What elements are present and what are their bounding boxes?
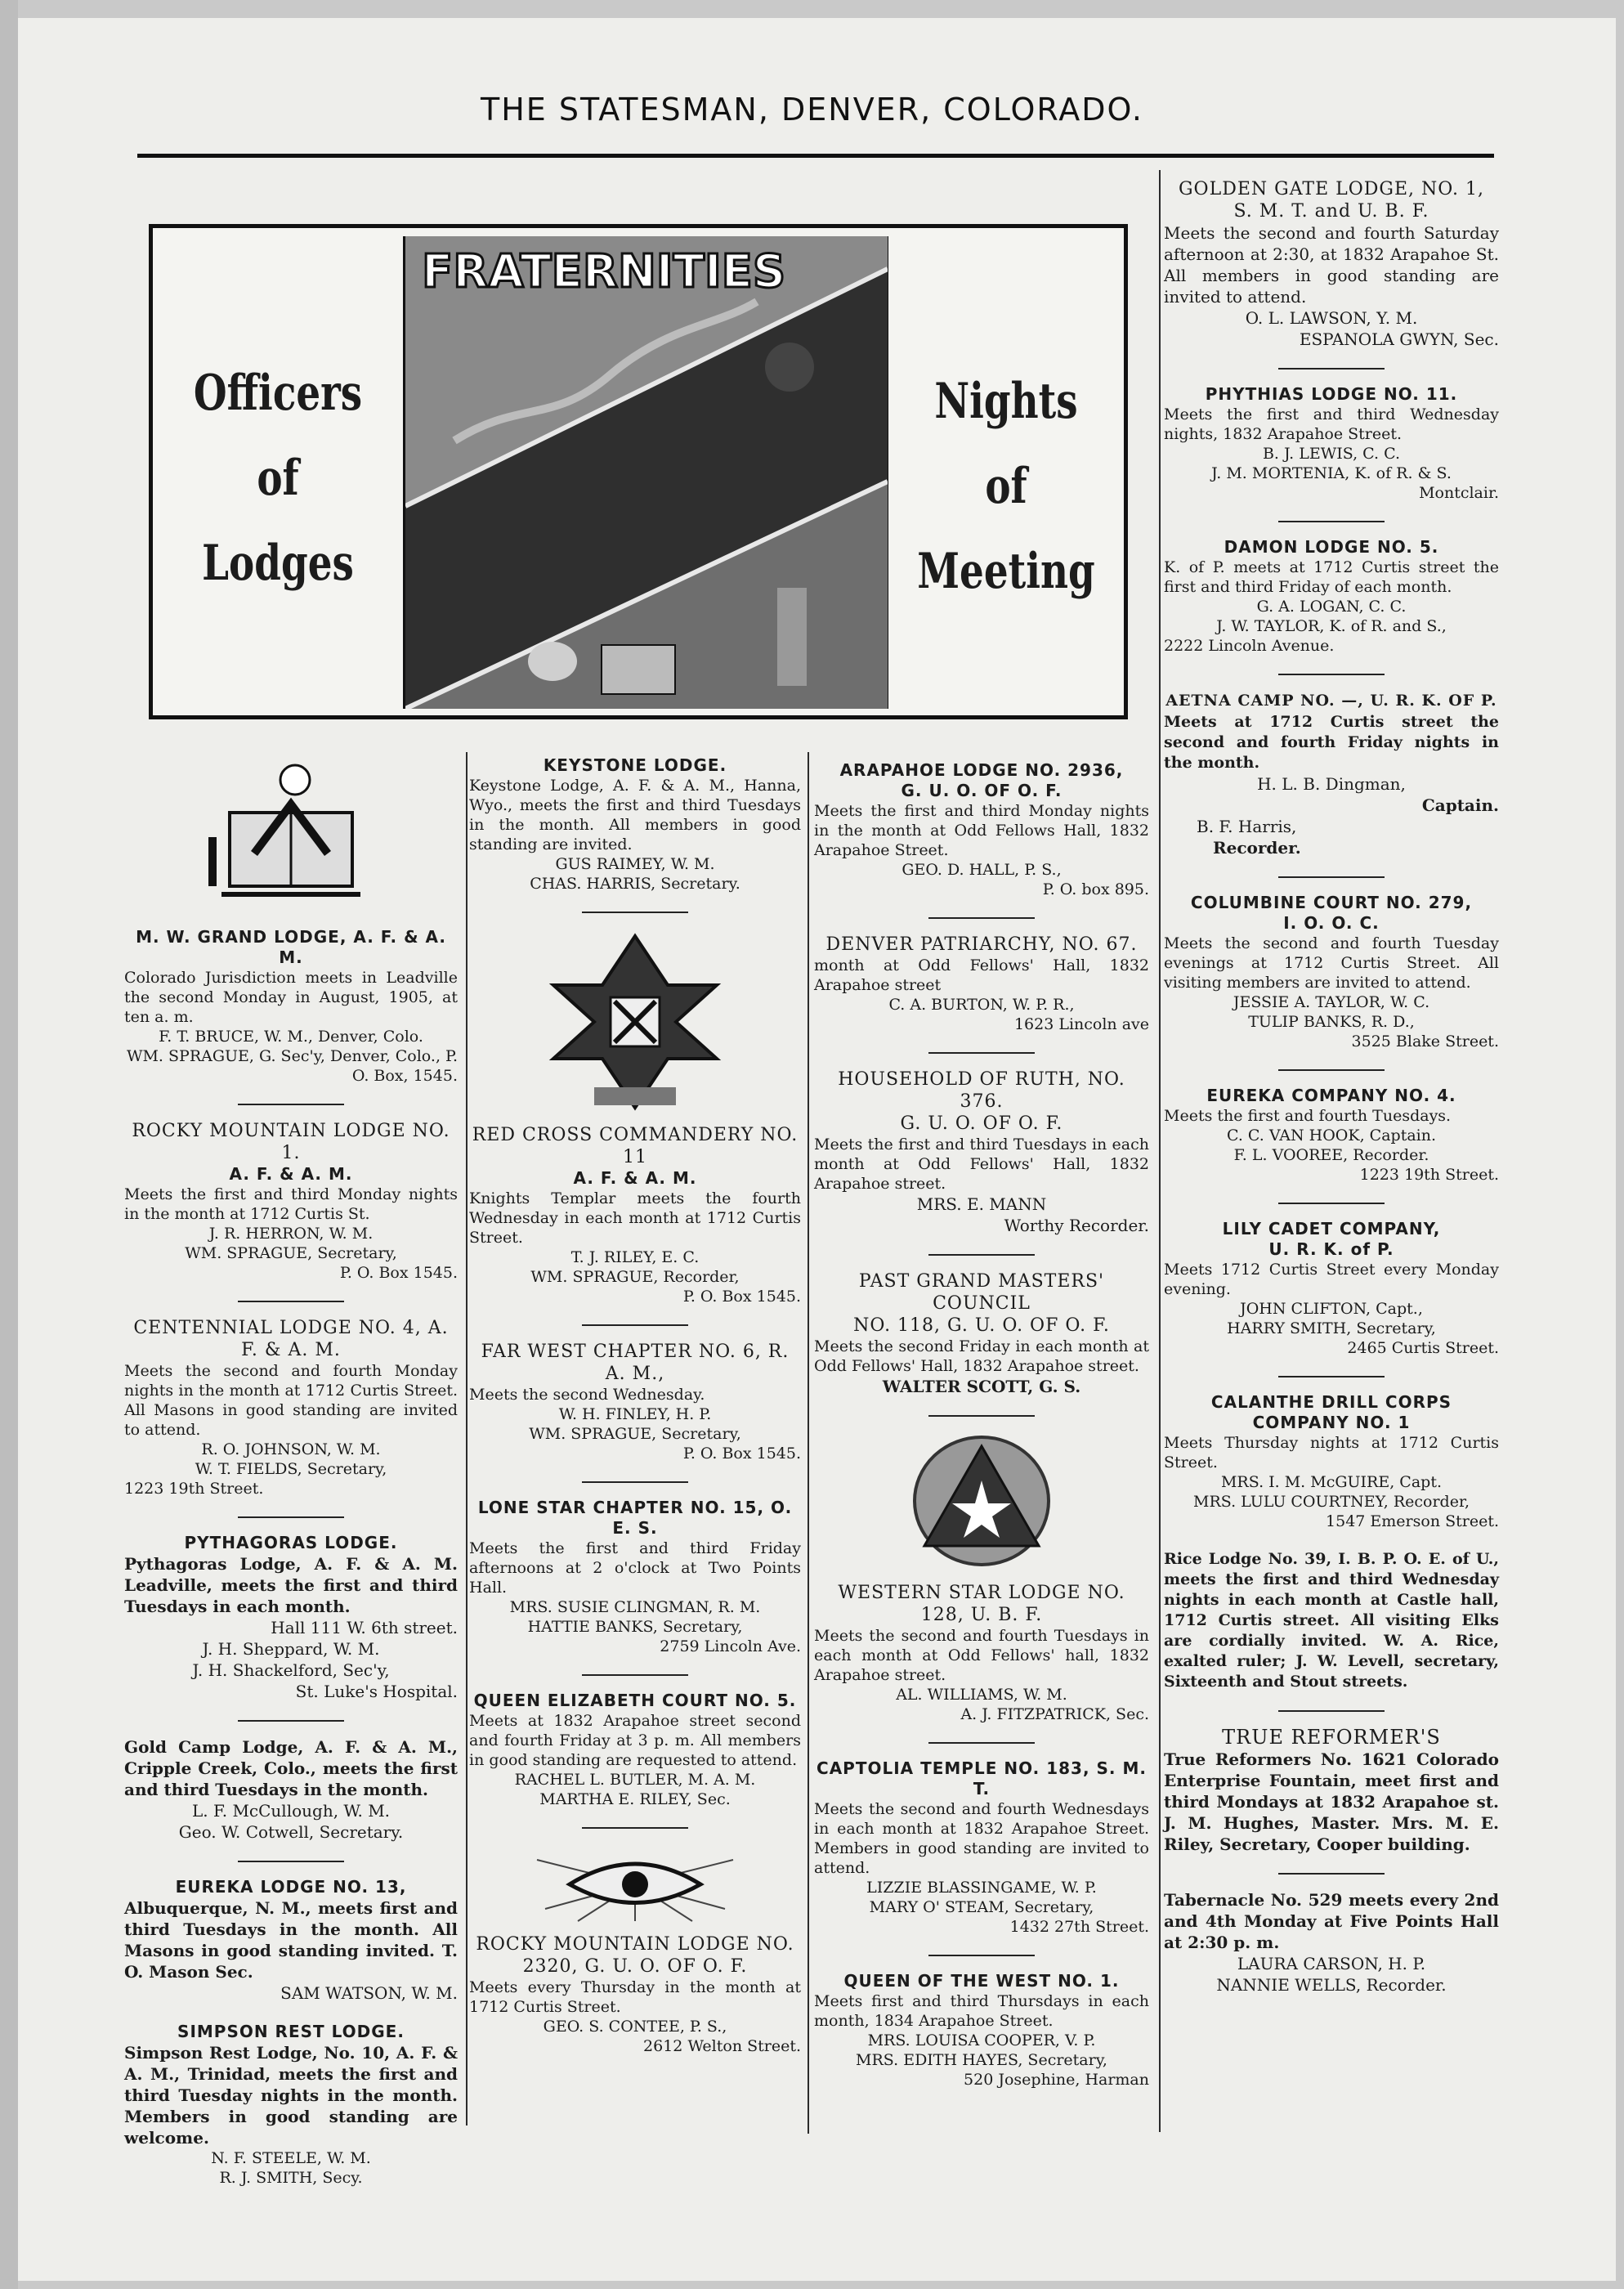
lodge-entry <box>124 1533 458 1702</box>
banner-right-line: of <box>985 458 1027 515</box>
lodge-officer: WM. SPRAGUE, G. Sec'y, Denver, Colo., P. O. Box, 1545. <box>126 1047 458 1085</box>
lodge-entry <box>814 1068 1149 1236</box>
lodge-officer: Captain. <box>1421 795 1499 815</box>
lodge-officer: AL. WILLIAMS, W. M. <box>896 1686 1067 1704</box>
separator-rule <box>1278 368 1385 370</box>
lodge-officer: 2759 Lincoln Ave. <box>660 1637 801 1655</box>
lodge-text: month at Odd Fellows' Hall, 1832 Arapahoe street <box>814 956 1149 994</box>
separator-rule <box>928 1052 1035 1054</box>
lodge-officer: C. A. BURTON, W. P. R., <box>888 996 1075 1014</box>
lodge-officer: GUS RAIMEY, W. M. <box>555 855 715 873</box>
lodge-text: Pythagoras Lodge, A. F. & A. M. Leadville, meets the first and third Tuesdays in each month. <box>124 1554 458 1616</box>
scan-edge <box>0 0 18 2289</box>
separator-rule <box>582 1481 688 1483</box>
lodge-officer: R. O. JOHNSON, W. M. <box>201 1440 381 1458</box>
column-3 <box>814 760 1149 2108</box>
lodge-heading: EUREKA LODGE NO. 13, <box>175 1877 407 1897</box>
lodge-officer: 1432 27th Street. <box>1009 1918 1149 1936</box>
lodge-entry <box>1164 1392 1499 1531</box>
lodge-text: Meets the first and fourth Tuesdays. <box>1164 1107 1452 1125</box>
column-rule <box>808 752 809 2134</box>
lodge-text: Albuquerque, N. M., meets first and third Tuesdays in the month. All Masons in good standing invited. T. O. Mason Sec. <box>124 1898 458 1982</box>
banner-right-panel <box>888 228 1124 715</box>
lodge-officer: N. F. STEELE, W. M. <box>211 2149 371 2167</box>
lodge-entry <box>814 1758 1149 1937</box>
lodge-subheading: S. M. T. and U. B. F. <box>1233 201 1429 222</box>
fraternities-banner <box>149 224 1128 719</box>
lodge-text: Gold Camp Lodge, A. F. & A. M., Cripple Creek, Colo., meets the first and third Tuesdays in the month. <box>124 1737 458 1799</box>
lodge-text: Meets the first and third Monday nights in the month at 1712 Curtis St. <box>124 1185 458 1223</box>
separator-rule <box>928 917 1035 919</box>
separator-rule <box>1278 1710 1385 1712</box>
lodge-officer: TULIP BANKS, R. D., <box>1248 1013 1415 1031</box>
lodge-entry <box>469 755 801 894</box>
lodge-officer: 3525 Blake Street. <box>1351 1033 1499 1050</box>
lodge-heading: LONE STAR CHAPTER NO. 15, O. E. S. <box>477 1498 793 1538</box>
lodge-text: Meets every Thursday in the month at 1712 Curtis Street. <box>469 1978 801 2016</box>
lodge-heading: CAPTOLIA TEMPLE NO. 183, S. M. T. <box>816 1758 1147 1798</box>
separator-rule <box>928 1254 1035 1256</box>
masonic-bible-emblem <box>197 755 385 911</box>
separator-rule <box>1278 521 1385 522</box>
lodge-officer: P. O. Box 1545. <box>339 1264 458 1282</box>
lodge-officer: 1623 Lincoln ave <box>1013 1015 1149 1033</box>
banner-left-line: of <box>257 450 299 507</box>
lodge-officer: G. A. LOGAN, C. C. <box>1256 598 1407 616</box>
banner-left-line: Officers <box>193 365 363 422</box>
lodge-text: Knights Templar meets the fourth Wednesday in each month at 1712 Curtis Street. <box>469 1189 801 1247</box>
lodge-text: Meets at 1712 Curtis street the second and fourth Friday nights in the month. <box>1164 713 1499 772</box>
lodge-text: Rice Lodge No. 39, I. B. P. O. E. of U., meets the first and third Wednesday nights in each month at Castle hall, 1712 Curtis street. All visiting Elks are cordially invited. W. A. Rice, exalted ruler; J. W. Levell, secretary, Sixteenth and Stout streets. <box>1164 1550 1499 1691</box>
lodge-officer: Recorder. <box>1213 838 1301 858</box>
lodge-subheading: G. U. O. OF O. F. <box>900 1113 1063 1134</box>
banner-right-line: Nights <box>934 373 1078 430</box>
lodge-officer: SAM WATSON, W. M. <box>280 1983 458 2003</box>
separator-rule <box>928 1955 1035 1956</box>
lodge-heading: GOLDEN GATE LODGE, NO. 1, <box>1178 179 1485 199</box>
lodge-entry <box>124 2022 458 2188</box>
lodge-heading: EUREKA COMPANY NO. 4. <box>1206 1086 1456 1105</box>
lodge-officer: LIZZIE BLASSINGAME, W. P. <box>866 1879 1097 1897</box>
lodge-entry <box>1164 1086 1499 1185</box>
lodge-heading: M. W. GRAND LODGE, A. F. & A. M. <box>136 927 446 967</box>
banner-right-line: Meeting <box>917 543 1095 600</box>
column-rule <box>1159 170 1161 2132</box>
lodge-heading: DENVER PATRIARCHY, NO. 67. <box>825 934 1138 955</box>
lodge-officer: L. F. McCullough, W. M. <box>191 1801 391 1821</box>
templar-cross-emblem <box>545 928 725 1116</box>
lodge-entry <box>1164 178 1499 350</box>
separator-rule <box>238 1104 344 1105</box>
lodge-heading: COLUMBINE COURT NO. 279, <box>1190 893 1473 912</box>
lodge-officer: C. C. VAN HOOK, Captain. <box>1226 1127 1437 1144</box>
lodge-text: Meets the second and fourth Tuesdays in each month at Odd Fellows' hall, 1832 Arapahoe street. <box>814 1627 1149 1684</box>
lodge-heading: WESTERN STAR LODGE NO. 128, U. B. F. <box>838 1583 1125 1625</box>
lodge-officer: J. H. Sheppard, W. M. <box>202 1639 380 1659</box>
lodge-officer: MARTHA E. RILEY, Sec. <box>539 1790 731 1808</box>
lodge-entry <box>469 1124 801 1306</box>
lodge-heading: ROCKY MOUNTAIN LODGE NO. 2320, G. U. O. OF O. F. <box>476 1934 794 1977</box>
lodge-officer: F. T. BRUCE, W. M., Denver, Colo. <box>159 1028 423 1046</box>
lodge-text: Meets first and third Thursdays in each month, 1834 Arapahoe Street. <box>814 1992 1149 2030</box>
lodge-text: Meets the first and third Friday afternoons at 2 o'clock at Two Points Hall. <box>469 1539 801 1597</box>
lodge-officer: J. H. Shackelford, Sec'y, <box>192 1660 390 1680</box>
lodge-officer: WALTER SCOTT, G. S. <box>882 1377 1081 1396</box>
lodge-officer: R. J. SMITH, Secy. <box>219 2169 363 2187</box>
lodge-heading: PHYTHIAS LODGE NO. 11. <box>1205 384 1458 404</box>
lodge-officer: 2222 Lincoln Avenue. <box>1164 637 1335 655</box>
lodge-officer: J. M. MORTENIA, K. of R. & S. <box>1211 464 1452 482</box>
lodge-entry <box>814 760 1149 899</box>
lodge-heading: PAST GRAND MASTERS' COUNCIL <box>858 1271 1105 1314</box>
lodge-officer: WM. SPRAGUE, Recorder, <box>530 1268 740 1286</box>
lodge-entry <box>1164 1549 1499 1692</box>
lodge-entry <box>469 1933 801 2056</box>
lodge-officer: 2612 Welton Street. <box>643 2037 801 2055</box>
lodge-officer: GEO. S. CONTEE, P. S., <box>543 2018 727 2036</box>
lodge-entry <box>814 934 1149 1034</box>
separator-rule <box>1278 674 1385 675</box>
lodge-officer: A. J. FITZPATRICK, Sec. <box>960 1705 1149 1723</box>
lodge-text: Keystone Lodge, A. F. & A. M., Hanna, Wyo., meets the first and third Tuesdays in the month. All members in good standing are invited. <box>469 777 801 853</box>
lodge-text: Meets at 1832 Arapahoe street second and fourth Friday at 3 p. m. All members in good standing are requested to attend. <box>469 1712 801 1769</box>
separator-rule <box>1278 1203 1385 1204</box>
column-1 <box>124 755 458 2206</box>
lodge-officer: B. J. LEWIS, C. C. <box>1262 445 1401 463</box>
lodge-officer: W. T. FIELDS, Secretary, <box>195 1460 387 1478</box>
lodge-text: Meets Thursday nights at 1712 Curtis Street. <box>1164 1434 1499 1472</box>
lodge-officer: Worthy Recorder. <box>1004 1216 1149 1235</box>
lodge-text: Meets the second and fourth Tuesday evenings at 1712 Curtis Street. All visiting members are invited to attend. <box>1164 934 1499 992</box>
star-triangle-emblem <box>908 1431 1055 1570</box>
lodge-heading: FAR WEST CHAPTER NO. 6, R. A. M., <box>481 1342 790 1384</box>
art-title: FRATERNITIES <box>422 245 786 298</box>
lodge-heading: KEYSTONE LODGE. <box>543 755 727 775</box>
lodge-officer: HARRY SMITH, Secretary, <box>1227 1319 1436 1337</box>
lodge-officer: P. O. Box 1545. <box>682 1288 801 1306</box>
lodge-officer: B. F. Harris, <box>1197 817 1297 836</box>
separator-rule <box>582 1827 688 1829</box>
lodge-officer: WM. SPRAGUE, Secretary, <box>185 1244 397 1262</box>
lodge-heading: TRUE REFORMER'S <box>1222 1726 1441 1749</box>
lodge-text: Meets the first and third Tuesdays in each month at Odd Fellows' Hall, 1832 Arapahoe street. <box>814 1136 1149 1193</box>
column-rule <box>466 752 468 2126</box>
lodge-officer: LAURA CARSON, H. P. <box>1237 1954 1426 1973</box>
lodge-entry <box>469 1341 801 1463</box>
lodge-officer: NANNIE WELLS, Recorder. <box>1216 1975 1447 1995</box>
banner-left-panel <box>153 228 403 715</box>
lodge-heading: QUEEN ELIZABETH COURT NO. 5. <box>473 1691 797 1710</box>
lodge-officer: P. O. box 895. <box>1042 880 1149 898</box>
lodge-heading: ARAPAHOE LODGE NO. 2936, <box>839 760 1124 780</box>
lodge-entry <box>1164 690 1499 858</box>
separator-rule <box>582 1674 688 1676</box>
separator-rule <box>928 1742 1035 1744</box>
lodge-entry <box>469 1498 801 1656</box>
lodge-entry <box>124 1877 458 2004</box>
lodge-heading: DAMON LODGE NO. 5. <box>1224 537 1439 557</box>
lodge-officer: GEO. D. HALL, P. S., <box>901 861 1062 879</box>
lodge-officer: H. L. B. Dingman, <box>1257 774 1406 794</box>
lodge-officer: JESSIE A. TAYLOR, W. C. <box>1233 993 1430 1011</box>
lodge-text: Simpson Rest Lodge, No. 10, A. F. & A. M., Trinidad, meets the first and third Tuesday nights in the month. Members in good standing are welcome. <box>124 2043 458 2148</box>
lodge-officer: MRS. E. MANN <box>916 1194 1047 1214</box>
lodge-text: True Reformers No. 1621 Colorado Enterprise Fountain, meet first and third Mondays at 1832 Arapahoe st. J. M. Hughes, Master. Mrs. M. E. Riley, Secretary, Cooper building. <box>1164 1749 1499 1854</box>
lodge-officer: St. Luke's Hospital. <box>295 1682 458 1701</box>
lodge-subheading: I. O. O. C. <box>1283 913 1380 933</box>
lodge-text: Meets the second and fourth Saturday afternoon at 2:30, at 1832 Arapahoe St. All members in good standing are invited to attend. <box>1164 223 1499 307</box>
separator-rule <box>238 1720 344 1722</box>
lodge-officer: P. O. Box 1545. <box>682 1445 801 1463</box>
banner-left-line: Lodges <box>202 535 354 592</box>
lodge-text: Colorado Jurisdiction meets in Leadville the second Monday in August, 1905, at ten a. m. <box>124 969 458 1026</box>
lodge-officer: W. H. FINLEY, H. P. <box>558 1405 712 1423</box>
lodge-officer: MRS. LULU COURTNEY, Recorder, <box>1193 1493 1470 1511</box>
lodge-heading: AETNA CAMP NO. —, U. R. K. OF P. <box>1165 692 1497 710</box>
lodge-heading: CENTENNIAL LODGE NO. 4, A. F. & A. M. <box>133 1318 449 1360</box>
lodge-entry <box>1164 1889 1499 1996</box>
lodge-officer: HATTIE BANKS, Secretary, <box>527 1618 743 1636</box>
all-seeing-eye-emblem <box>529 1843 741 1925</box>
lodge-entry <box>124 1317 458 1498</box>
separator-rule <box>1278 1376 1385 1377</box>
lodge-officer: 2465 Curtis Street. <box>1347 1339 1499 1357</box>
lodge-officer: 1223 19th Street. <box>124 1480 264 1498</box>
separator-rule <box>238 1516 344 1518</box>
lodge-text: Meets the second Friday in each month at Odd Fellows' Hall, 1832 Arapahoe street. <box>814 1337 1149 1375</box>
lodge-text: Meets the first and third Wednesday nights, 1832 Arapahoe Street. <box>1164 405 1499 443</box>
column-4 <box>1164 178 1499 2014</box>
lodge-officer: F. L. VOOREE, Recorder. <box>1233 1146 1429 1164</box>
lodge-officer: MARY O' STEAM, Secretary, <box>869 1898 1094 1916</box>
lodge-officer: 1547 Emerson Street. <box>1326 1512 1499 1530</box>
lodge-text: Meets 1712 Curtis Street every Monday evening. <box>1164 1261 1499 1298</box>
lodge-officer: Geo. W. Cotwell, Secretary. <box>178 1822 404 1842</box>
separator-rule <box>1278 876 1385 878</box>
lodge-text: K. of P. meets at 1712 Curtis street the first and third Friday of each month. <box>1164 558 1499 596</box>
lodge-entry <box>124 927 458 1086</box>
lodge-subheading: A. F. & A. M. <box>573 1168 697 1188</box>
lodge-officer: MRS. I. M. McGUIRE, Capt. <box>1220 1473 1443 1491</box>
lodge-subheading: U. R. K. of P. <box>1268 1239 1394 1259</box>
lodge-officer: 520 Josephine, Harman <box>964 2071 1149 2089</box>
lodge-officer: MRS. EDITH HAYES, Secretary, <box>856 2051 1107 2069</box>
lodge-text: Meets the second and fourth Wednesdays in each month at 1832 Arapahoe Street. Members in good standing are invited to attend. <box>814 1800 1149 1877</box>
lodge-entry <box>1164 1219 1499 1358</box>
lodge-officer: RACHEL L. BUTLER, M. A. M. <box>514 1771 756 1789</box>
lodge-entry <box>814 1270 1149 1397</box>
lodge-entry <box>124 1120 458 1283</box>
masthead-rule <box>137 154 1494 158</box>
lodge-officer: JOHN CLIFTON, Capt., <box>1240 1300 1423 1318</box>
separator-rule <box>1278 1873 1385 1875</box>
fraternities-illustration <box>403 236 890 709</box>
separator-rule <box>582 1324 688 1326</box>
lodge-entry <box>1164 537 1499 656</box>
lodge-heading: HOUSEHOLD OF RUTH, NO. 376. <box>838 1069 1125 1112</box>
lodge-heading: QUEEN OF THE WEST NO. 1. <box>843 1971 1120 1991</box>
lodge-officer: WM. SPRAGUE, Secretary, <box>529 1425 741 1443</box>
lodge-subheading: NO. 118, G. U. O. OF O. F. <box>853 1315 1110 1336</box>
lodge-heading: RED CROSS COMMANDERY NO. 11 <box>472 1125 799 1167</box>
separator-rule <box>238 1301 344 1302</box>
lodge-officer: Hall 111 W. 6th street. <box>271 1618 458 1637</box>
lodge-officer: CHAS. HARRIS, Secretary. <box>530 875 740 893</box>
lodge-heading: LILY CADET COMPANY, <box>1222 1219 1441 1239</box>
separator-rule <box>582 912 688 913</box>
lodge-entry <box>814 1582 1149 1724</box>
lodge-officer: J. W. TAYLOR, K. of R. and S., <box>1216 617 1447 635</box>
lodge-officer: 1223 19th Street. <box>1359 1166 1499 1184</box>
lodge-text: Meets the first and third Monday nights in the month at Odd Fellows Hall, 1832 Arapahoe Street. <box>814 802 1149 859</box>
lodge-officer: Montclair. <box>1419 484 1499 502</box>
lodge-entry <box>1164 893 1499 1051</box>
separator-rule <box>928 1415 1035 1417</box>
lodge-heading: SIMPSON REST LODGE. <box>177 2022 405 2041</box>
lodge-text: Meets the second and fourth Monday nights in the month at 1712 Curtis Street. All Masons in good standing are invited to attend. <box>124 1362 458 1439</box>
masthead: THE STATESMAN, DENVER, COLORADO. <box>480 92 1143 128</box>
lodge-entry <box>1164 1727 1499 1855</box>
lodge-entry <box>814 1971 1149 2090</box>
lodge-entry <box>469 1691 801 1809</box>
lodge-heading: ROCKY MOUNTAIN LODGE NO. 1. <box>132 1121 450 1163</box>
lodge-officer: MRS. SUSIE CLINGMAN, R. M. <box>509 1598 761 1616</box>
lodge-officer: T. J. RILEY, E. C. <box>570 1248 700 1266</box>
lodge-officer: MRS. LOUISA COOPER, V. P. <box>867 2031 1096 2049</box>
lodge-officer: O. L. LAWSON, Y. M. <box>1245 308 1418 328</box>
separator-rule <box>1278 1069 1385 1071</box>
lodge-subheading: G. U. O. OF O. F. <box>901 781 1063 800</box>
lodge-entry <box>124 1736 458 1843</box>
column-2 <box>469 755 801 2074</box>
lodge-entry <box>1164 384 1499 503</box>
lodge-officer: ESPANOLA GWYN, Sec. <box>1299 329 1499 349</box>
lodge-heading: PYTHAGORAS LODGE. <box>184 1533 398 1552</box>
lodge-text: Tabernacle No. 529 meets every 2nd and 4th Monday at Five Points Hall at 2:30 p. m. <box>1164 1890 1499 1952</box>
lodge-subheading: A. F. & A. M. <box>229 1164 353 1184</box>
separator-rule <box>238 1861 344 1862</box>
lodge-heading: CALANTHE DRILL CORPS COMPANY NO. 1 <box>1210 1392 1452 1432</box>
lodge-officer: J. R. HERRON, W. M. <box>208 1225 374 1243</box>
lodge-text: Meets the second Wednesday. <box>469 1386 705 1404</box>
